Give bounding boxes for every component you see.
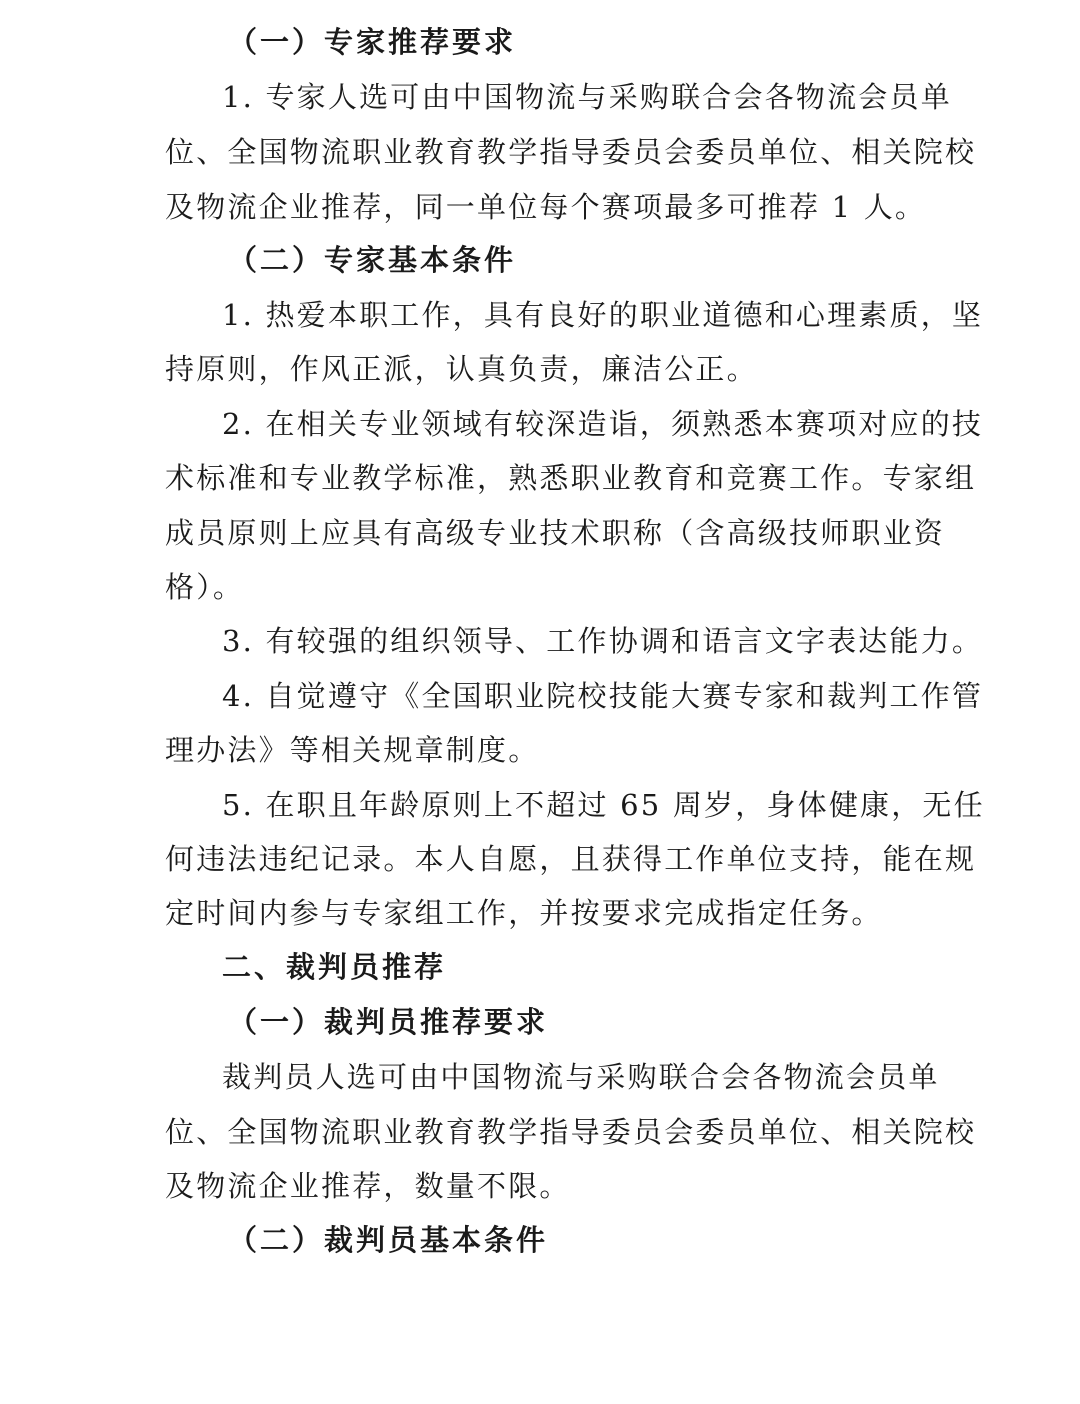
paragraph-line: 术标准和专业教学标准，熟悉职业教育和竞赛工作。专家组	[165, 461, 977, 495]
paragraph-line: 4. 自觉遵守《全国职业院校技能大赛专家和裁判工作管	[222, 679, 984, 713]
paragraph-line: 何违法违纪记录。本人自愿，且获得工作单位支持，能在规	[165, 842, 977, 876]
section-heading-referee-requirements: （一）裁判员推荐要求	[228, 1005, 549, 1039]
paragraph-line: 位、全国物流职业教育教学指导委员会委员单位、相关院校	[165, 135, 977, 169]
paragraph-line: 格）。	[165, 570, 245, 604]
section-heading-expert-recommendation: （一）专家推荐要求	[228, 25, 517, 59]
paragraph-line: 1. 专家人选可由中国物流与采购联合会各物流会员单	[222, 80, 952, 114]
paragraph-line: 理办法》等相关规章制度。	[165, 733, 540, 767]
paragraph-line: 5. 在职且年龄原则上不超过 65 周岁，身体健康，无任	[222, 788, 985, 822]
paragraph-line: 成员原则上应具有高级专业技术职称（含高级技师职业资	[165, 516, 946, 550]
paragraph-line: 1. 热爱本职工作，具有良好的职业道德和心理素质，坚	[222, 298, 984, 332]
paragraph-line: 位、全国物流职业教育教学指导委员会委员单位、相关院校	[165, 1115, 977, 1149]
paragraph-line: 3. 有较强的组织领导、工作协调和语言文字表达能力。	[222, 624, 984, 658]
section-heading-referee-conditions: （二）裁判员基本条件	[228, 1223, 549, 1257]
section-heading-expert-conditions: （二）专家基本条件	[228, 243, 517, 277]
paragraph-line: 及物流企业推荐，数量不限。	[165, 1169, 571, 1203]
section-heading-referee-recommendation: 二、裁判员推荐	[222, 950, 447, 984]
paragraph-line: 裁判员人选可由中国物流与采购联合会各物流会员单	[222, 1060, 940, 1094]
paragraph-line: 持原则，作风正派，认真负责，廉洁公正。	[165, 352, 758, 386]
paragraph-line: 2. 在相关专业领域有较深造诣，须熟悉本赛项对应的技	[222, 407, 984, 441]
paragraph-line: 定时间内参与专家组工作，并按要求完成指定任务。	[165, 896, 883, 930]
paragraph-line: 及物流企业推荐，同一单位每个赛项最多可推荐 1 人。	[165, 190, 927, 224]
